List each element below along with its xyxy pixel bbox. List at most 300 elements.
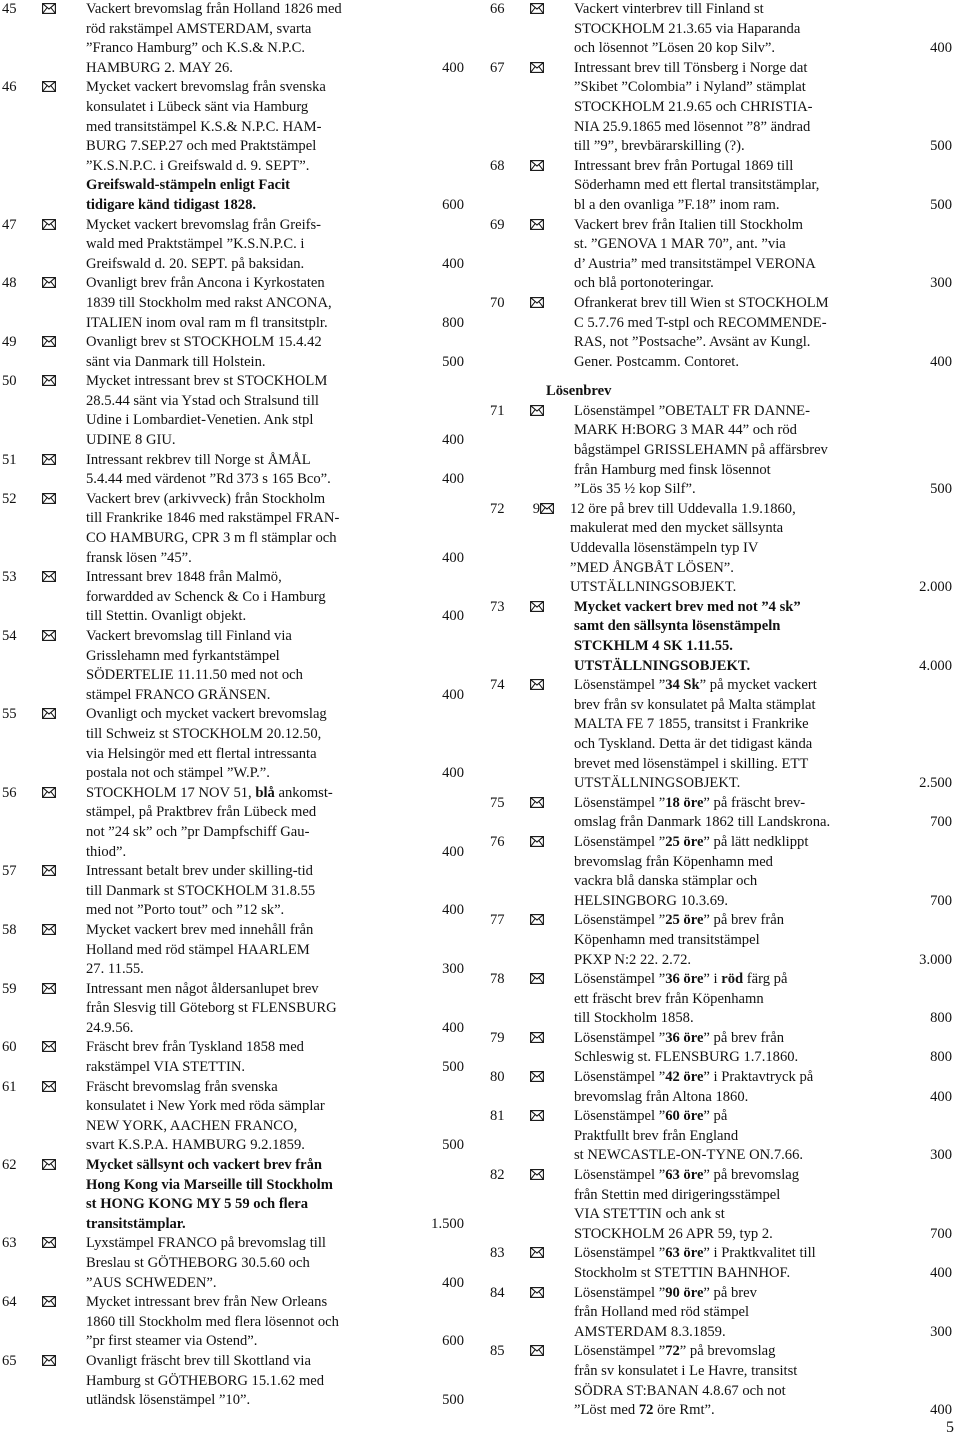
lot-text-line: postala not och stämpel ”W.P.”. 400 xyxy=(86,764,464,784)
lot-text-line: STOCKHOLM 26 APR 59, typ 2. 700 xyxy=(574,1225,952,1245)
lot-entry xyxy=(490,794,952,833)
lot-number: 52 xyxy=(2,490,17,507)
lot-text-line: transitstämplar. 1.500 xyxy=(86,1215,464,1235)
lot-text-line: 24.9.56. 400 xyxy=(86,1019,464,1039)
lot-text-line: Lösenstämpel ”90 öre” på brev xyxy=(574,1284,757,1301)
lot-text-line: STOCKHOLM 21.9.65 och CHRISTIA- xyxy=(574,98,813,115)
lot-text-line: Greifswald d. 20. SEPT. på baksidan. 400 xyxy=(86,255,464,275)
lot-price: 1.500 xyxy=(431,1215,464,1232)
lot-text-line: NEW YORK, AACHEN FRANCO, xyxy=(86,1117,298,1134)
section-heading: Lösenbrev xyxy=(546,383,612,400)
lot-description xyxy=(64,1078,464,1156)
envelope-icon xyxy=(42,571,60,584)
lot-number: 61 xyxy=(2,1078,17,1095)
lot-price: 4.000 xyxy=(919,657,952,674)
lot-price: 700 xyxy=(930,814,952,831)
lot-price: 300 xyxy=(930,275,952,292)
lot-text-line: 1839 till Stockholm med rakst ANCONA, xyxy=(86,294,332,311)
lot-price: 400 xyxy=(442,432,464,449)
lot-number: 65 xyxy=(2,1352,17,1369)
envelope-icon xyxy=(42,219,60,232)
lot-price: 400 xyxy=(930,1088,952,1105)
lot-number: 83 xyxy=(490,1245,505,1262)
envelope-icon xyxy=(530,914,548,927)
lot-text-line: ”Löst med 72 öre Rmt”. 400 xyxy=(574,1401,952,1421)
lot-number: 72 xyxy=(490,500,505,517)
envelope-icon xyxy=(530,405,548,418)
lot-number: 63 xyxy=(2,1235,17,1252)
lot-price: 3.000 xyxy=(919,951,952,968)
lot-text-line: RAS, not ”Postsache”. Avsänt av Kungl. xyxy=(574,334,811,351)
lot-number: 69 xyxy=(490,216,505,233)
lot-description xyxy=(64,568,464,627)
lot-text-line: Mycket intressant brev st STOCKHOLM xyxy=(86,373,328,390)
lot-number: 60 xyxy=(2,1039,17,1056)
envelope-icon xyxy=(530,1169,548,1182)
lot-text-line: till Stockholm 1858. 800 xyxy=(574,1009,952,1029)
lot-description xyxy=(552,1342,952,1420)
lot-description xyxy=(552,911,952,970)
lot-entry xyxy=(2,627,464,705)
page-number: 5 xyxy=(946,1419,954,1436)
left-column xyxy=(2,0,464,1411)
lot-entry xyxy=(2,0,464,78)
lot-text-line: STOCKHOLM 17 NOV 51, blå ankomst- xyxy=(86,784,333,801)
lot-price: 2.500 xyxy=(919,775,952,792)
lot-number: 68 xyxy=(490,157,505,174)
lot-number: 54 xyxy=(2,628,17,644)
lot-entry xyxy=(490,216,952,294)
lot-description xyxy=(552,833,952,911)
lot-text-line: fransk lösen ”45”. 400 xyxy=(86,549,464,569)
lot-description xyxy=(64,1234,464,1293)
lot-description xyxy=(64,78,464,215)
lot-number: 57 xyxy=(2,863,17,880)
lot-number: 82 xyxy=(490,1167,505,1184)
lot-text-line: utländsk lösenstämpel ”10”. 500 xyxy=(86,1391,464,1411)
lot-entry xyxy=(2,862,464,921)
lot-text-line: forwardded av Schenck & Co i Hamburg xyxy=(86,588,326,605)
lot-price: 2.000 xyxy=(919,579,952,596)
lot-number: 75 xyxy=(490,794,505,811)
lot-text-line: VIA STETTIN och ank st xyxy=(574,1206,725,1223)
envelope-icon xyxy=(42,708,60,721)
lot-entry xyxy=(2,451,464,490)
lot-text-line: stämpel, på Praktbrev från Lübeck med xyxy=(86,804,317,821)
lot-text-line: ”MED ÅNGBÅT LÖSEN”. xyxy=(570,559,734,576)
lot-text-line: ITALIEN inom oval ram m fl transitstplr. 800 xyxy=(86,314,464,334)
lot-number: 56 xyxy=(2,784,17,801)
lot-entry xyxy=(490,59,952,157)
envelope-icon xyxy=(530,1287,548,1300)
lot-description xyxy=(552,598,952,676)
lot-description xyxy=(64,705,464,783)
lot-text-line: 5.4.44 med värdenot ”Rd 373 s 165 Bco”. 400 xyxy=(86,470,464,490)
envelope-icon xyxy=(42,1237,60,1250)
lot-text-line: Köpenhamn med transitstämpel xyxy=(574,931,760,948)
lot-text-line: från Hamburg med finsk lösennot xyxy=(574,461,771,478)
lot-text-line: Ovanligt brev från Ancona i Kyrkostaten xyxy=(86,275,325,292)
lot-number: 50 xyxy=(2,373,17,390)
lot-text-line: Gener. Postcamm. Contoret. 400 xyxy=(574,353,952,373)
lot-price: 400 xyxy=(442,902,464,919)
lot-description xyxy=(64,1156,464,1234)
lot-text-line: Lösenstämpel ”25 öre” på brev från xyxy=(574,912,785,929)
lot-text-line: till Danmark st STOCKHOLM 31.8.55 xyxy=(86,882,316,899)
lot-entry xyxy=(490,1166,952,1244)
lot-text-line: MALTA FE 7 1855, transitst i Frankrike xyxy=(574,716,809,733)
lot-text-line: 27. 11.55. 300 xyxy=(86,960,464,980)
envelope-icon xyxy=(42,983,60,996)
lot-entry xyxy=(2,490,464,568)
lot-price: 400 xyxy=(442,686,464,703)
lot-entry xyxy=(490,1068,952,1107)
lot-text-line: Intressant brev 1848 från Malmö, xyxy=(86,569,282,586)
lot-number: 53 xyxy=(2,569,17,586)
lot-number: 71 xyxy=(490,402,505,419)
lot-price: 400 xyxy=(442,843,464,860)
lot-description xyxy=(64,627,464,705)
lot-text-line: Lösenstämpel ”42 öre” i Praktavtryck på xyxy=(574,1069,814,1086)
lot-price: 400 xyxy=(930,353,952,370)
lot-number: 70 xyxy=(490,294,505,311)
lot-entry xyxy=(490,1244,952,1283)
lot-number: 79 xyxy=(490,1029,505,1046)
lot-text-line: Söderhamn med ett flertal transitstämplar, xyxy=(574,177,820,194)
lot-text-line: Ofrankerat brev till Wien st STOCKHOLM xyxy=(574,294,829,311)
lot-description xyxy=(64,0,464,78)
lot-text-line: Intressant brev från Portugal 1869 till xyxy=(574,157,794,174)
lot-price: 400 xyxy=(442,765,464,782)
lot-text-line: och blå portonoteringar. 300 xyxy=(574,274,952,294)
lot-entry xyxy=(2,784,464,862)
lot-text-line: och lösennot ”Lösen 20 kop Silv”. 400 xyxy=(574,39,952,59)
lot-text-line: Lösenstämpel ”25 öre” på lätt nedklippt xyxy=(574,833,809,850)
lot-description xyxy=(64,274,464,333)
lot-text-line: Lösenstämpel ”63 öre” i Praktkvalitet till xyxy=(574,1245,816,1262)
lot-text-line: Mycket vackert brev med not ”4 sk” xyxy=(574,598,801,615)
lot-description xyxy=(552,794,952,833)
lot-text-line: C 5.7.76 med T-stpl och RECOMMENDE- xyxy=(574,314,827,331)
lot-description xyxy=(64,490,464,568)
lot-text-line: bl a den ovanliga ”F.18” inom ram. 500 xyxy=(574,196,952,216)
lot-text-line: st NEWCASTLE-ON-TYNE ON.7.66. 300 xyxy=(574,1146,952,1166)
lot-description xyxy=(64,372,464,450)
lot-text-line: 28.5.44 sänt via Ystad och Stralsund till xyxy=(86,392,319,409)
lot-entry xyxy=(2,78,464,215)
envelope-icon xyxy=(530,62,548,75)
lot-text-line: ”AUS SCHWEDEN”. 400 xyxy=(86,1274,464,1294)
lot-text-line: STCKHLM 4 SK 1.11.55. xyxy=(574,638,733,654)
lot-description xyxy=(552,294,952,372)
lot-text-line: röd rakstämpel AMSTERDAM, svarta xyxy=(86,20,312,37)
lot-text-line: vackra blå danska stämplar och xyxy=(574,873,758,890)
envelope-icon xyxy=(540,503,558,516)
envelope-icon xyxy=(42,454,60,467)
lot-price: 500 xyxy=(442,1392,464,1409)
lot-price: 400 xyxy=(442,1019,464,1036)
lot-text-line: Hamburg st GÖTHEBORG 15.1.62 med xyxy=(86,1372,325,1389)
lot-text-line: wald med Praktstämpel ”K.S.N.P.C. i xyxy=(86,236,305,253)
lot-text-line: Stockholm st STETTIN BAHNHOF. 400 xyxy=(574,1264,952,1284)
lot-description xyxy=(552,59,952,157)
lot-number: 76 xyxy=(490,833,505,850)
lot-number: 78 xyxy=(490,971,505,988)
lot-text-line: thiod”. 400 xyxy=(86,843,464,863)
lot-text-line: Intressant rekbrev till Norge st ÅMÅL xyxy=(86,451,311,468)
lot-number: 62 xyxy=(2,1157,17,1174)
lot-price: 400 xyxy=(930,1402,952,1419)
lot-description xyxy=(552,1068,952,1107)
lot-number: 59 xyxy=(2,980,17,997)
lot-description xyxy=(552,1244,952,1283)
lot-text-line: till Frankrike 1846 med rakstämpel FRAN- xyxy=(86,510,340,527)
lot-number: 84 xyxy=(490,1284,505,1301)
lot-entry xyxy=(2,372,464,450)
lot-text-line: ”Skibet ”Colombia” i Nyland” stämplat xyxy=(574,79,806,96)
lot-text-line: CO HAMBURG, CPR 3 m fl stämplar och xyxy=(86,530,337,547)
lot-text-line: Vackert vinterbrev till Finland st xyxy=(574,1,764,17)
lot-price: 300 xyxy=(930,1147,952,1164)
lot-number: 67 xyxy=(490,59,505,76)
lot-description xyxy=(64,784,464,862)
lot-text-line: Lösenstämpel ”36 öre” i röd färg på xyxy=(574,971,788,988)
lot-entry xyxy=(2,1293,464,1352)
envelope-icon xyxy=(530,797,548,810)
envelope-icon xyxy=(530,601,548,614)
envelope-icon xyxy=(530,3,548,16)
lot-entry xyxy=(490,157,952,216)
lot-text-line: till ”9”, brevbärarskilling (?). 500 xyxy=(574,137,952,157)
lot-text-line: konsulatet i New York med röda sämplar xyxy=(86,1098,325,1115)
lot-number: 58 xyxy=(2,921,17,938)
lot-entry xyxy=(490,1284,952,1343)
envelope-icon xyxy=(530,1071,548,1084)
lot-text-line: BURG 7.SEP.27 och med Praktstämpel xyxy=(86,138,317,155)
lot-text-line: makulerat med den mycket sällsynta xyxy=(570,520,784,537)
lot-text-line: HELSINGBORG 10.3.69. 700 xyxy=(574,892,952,912)
lot-text-line: d’ Austria” med transitstämpel VERONA xyxy=(574,255,816,272)
lot-text-line: sänt via Danmark till Holstein. 500 xyxy=(86,353,464,373)
lot-text-line: Vackert brevomslag till Finland via xyxy=(86,628,292,644)
lot-text-line: omslag från Danmark 1862 till Landskrona. 700 xyxy=(574,813,952,833)
lot-text-line: SÖDRA ST:BANAN 4.8.67 och not xyxy=(574,1382,786,1399)
lot-entry xyxy=(2,980,464,1039)
envelope-icon xyxy=(530,1032,548,1045)
lot-text-line: Lösenstämpel ”18 öre” på fräscht brev- xyxy=(574,794,806,811)
lot-text-line: ”K.S.N.P.C. i Greifswald d. 9. SEPT”. xyxy=(86,157,310,174)
lot-text-line: brevomslag från Altona 1860. 400 xyxy=(574,1088,952,1108)
lot-description xyxy=(64,333,464,372)
lot-text-line: SÖDERTELIE 11.11.50 med not och xyxy=(86,667,303,684)
lot-description xyxy=(552,970,952,1029)
lot-description xyxy=(552,216,952,294)
lot-text-line: Udine i Lombardiet-Venetien. Ank stpl xyxy=(86,412,314,429)
envelope-icon xyxy=(42,630,60,643)
lot-description xyxy=(552,676,952,794)
lot-text-line: Intressant brev till Tönsberg i Norge dat xyxy=(574,59,808,76)
envelope-icon xyxy=(530,160,548,173)
envelope-icon xyxy=(42,81,60,94)
lot-description xyxy=(64,980,464,1039)
lot-text-line: Lösenstämpel ”60 öre” på xyxy=(574,1108,728,1125)
lot-text-line: ”Franco Hamburg” och K.S.& N.P.C. xyxy=(86,40,306,57)
lot-entry xyxy=(490,294,952,372)
lot-text-line: från Slesvig till Göteborg st FLENSBURG xyxy=(86,1000,337,1017)
lot-text-line: Ovanligt brev st STOCKHOLM 15.4.42 xyxy=(86,334,322,351)
lot-description xyxy=(552,1107,952,1166)
lot-text-line: NIA 25.9.1865 med lösennot ”8” ändrad xyxy=(574,118,811,135)
lot-text-line: Mycket vackert brev med innehåll från xyxy=(86,921,314,938)
lot-text-line: bågstämpel GRISSLEHAMN på affärsbrev xyxy=(574,442,828,459)
lot-text-line: Lösenstämpel ”OBETALT FR DANNE- xyxy=(574,402,810,419)
envelope-icon xyxy=(530,836,548,849)
lot-text-line: rakstämpel VIA STETTIN. 500 xyxy=(86,1058,464,1078)
lot-text-line: brevomslag från Köpenhamn med xyxy=(574,853,773,870)
lot-text-line: Vackert brev från Italien till Stockholm xyxy=(574,216,803,233)
lot-number: 81 xyxy=(490,1108,505,1125)
lot-price: 500 xyxy=(442,353,464,370)
lot-description xyxy=(552,1029,952,1068)
lot-description xyxy=(64,862,464,921)
envelope-icon xyxy=(42,1355,60,1368)
lot-text-line: UTSTÄLLNINGSOBJEKT. 2.500 xyxy=(574,774,952,794)
lot-number: 55 xyxy=(2,706,17,723)
envelope-icon xyxy=(42,1081,60,1094)
envelope-icon xyxy=(42,3,60,16)
lot-text-line: och Tyskland. Detta är det tidigast kända xyxy=(574,735,813,752)
lot-text-line: HAMBURG 2. MAY 26. 400 xyxy=(86,59,464,79)
lot-entry xyxy=(490,402,952,500)
lot-number: 66 xyxy=(490,1,505,17)
lot-text-line: Breslau st GÖTHEBORG 30.5.60 och xyxy=(86,1255,310,1271)
lot-text-line: Schleswig st. FLENSBURG 1.7.1860. 800 xyxy=(574,1048,952,1068)
lot-text-line: Lösenstämpel ”36 öre” på brev från xyxy=(574,1029,785,1046)
lot-entry xyxy=(490,1342,952,1420)
lot-text-line: med not ”Porto tout” och ”12 sk”. 400 xyxy=(86,901,464,921)
lot-text-line: samt den sällsynta lösenstämpeln xyxy=(574,618,781,635)
lot-entry xyxy=(490,1107,952,1166)
lot-text-line: via Helsingör med ett flertal intressanta xyxy=(86,745,317,762)
lot-text-line: ”Lös 35 ½ kop Silf”. 500 xyxy=(574,480,952,500)
lot-price: 400 xyxy=(930,1265,952,1281)
lot-text-line: konsulatet i Lübeck sänt via Hamburg xyxy=(86,98,309,115)
lot-entry xyxy=(490,598,952,676)
lot-price: 400 xyxy=(930,40,952,57)
lot-description xyxy=(64,1293,464,1352)
lot-text-line: tidigare känd tidigast 1828. 600 xyxy=(86,196,464,216)
envelope-icon xyxy=(530,973,548,986)
lot-text-line: Lyxstämpel FRANCO på brevomslag till xyxy=(86,1235,326,1252)
lot-number: 64 xyxy=(2,1294,17,1311)
lot-text-line: Hong Kong via Marseille till Stockholm xyxy=(86,1176,333,1193)
lot-description xyxy=(552,1284,952,1343)
lot-entry xyxy=(2,568,464,627)
lot-number: 85 xyxy=(490,1343,505,1360)
lot-entry xyxy=(2,705,464,783)
lot-text-line: svart K.S.P.A. HAMBURG 9.2.1859. 500 xyxy=(86,1136,464,1156)
lot-text-line: Ovanligt fräscht brev till Skottland via xyxy=(86,1352,311,1369)
envelope-icon xyxy=(530,1345,548,1358)
lot-number: 73 xyxy=(490,598,505,615)
lot-text-line: Ovanligt och mycket vackert brevomslag xyxy=(86,706,327,723)
lot-number: 47 xyxy=(2,216,17,233)
lot-description xyxy=(64,921,464,980)
lot-price: 500 xyxy=(930,196,952,213)
lot-text-line: Grisslehamn med fyrkantstämpel xyxy=(86,647,280,664)
lot-number: 80 xyxy=(490,1069,505,1086)
lot-text-line: från sv konsulatet i Le Havre, transitst xyxy=(574,1362,798,1379)
lot-description xyxy=(64,1352,464,1411)
lot-text-line: Holland med röd stämpel HAARLEM xyxy=(86,941,310,958)
lot-price: 400 xyxy=(442,1274,464,1291)
envelope-icon xyxy=(42,1159,60,1172)
lot-text-line: till Stettin. Ovanligt objekt. 400 xyxy=(86,607,464,627)
lot-number: 77 xyxy=(490,912,505,929)
lot-number: 51 xyxy=(2,451,17,468)
lot-entry xyxy=(2,1352,464,1411)
lot-text-line: till Schweiz st STOCKHOLM 20.12.50, xyxy=(86,725,322,742)
lot-price: 800 xyxy=(930,1010,952,1027)
lot-text-line: UTSTÄLLNINGSOBJEKT. 2.000 xyxy=(570,578,952,598)
lot-description xyxy=(64,1038,464,1077)
lot-text-line: STOCKHOLM 21.3.65 via Haparanda xyxy=(574,20,801,37)
lot-entry xyxy=(490,970,952,1029)
envelope-icon xyxy=(42,924,60,937)
lot-text-line: från Stettin med dirigeringsstämpel xyxy=(574,1186,781,1203)
lot-text-line: Mycket sällsynt och vackert brev från xyxy=(86,1157,323,1174)
lot-entry xyxy=(2,1156,464,1234)
lot-price: 500 xyxy=(930,138,952,155)
lot-price: 400 xyxy=(442,471,464,488)
lot-text-line: UDINE 8 GIU. 400 xyxy=(86,431,464,451)
lot-entry xyxy=(490,676,952,794)
lot-price: 600 xyxy=(442,1333,464,1350)
lot-description xyxy=(562,500,952,598)
lot-number: 48 xyxy=(2,275,17,292)
lot-text-line: st. ”GENOVA 1 MAR 70”, ant. ”via xyxy=(574,236,786,253)
lot-price: 400 xyxy=(442,549,464,566)
lot-description xyxy=(64,216,464,275)
lot-entry xyxy=(490,833,952,911)
envelope-icon xyxy=(530,1247,548,1260)
lot-text-line: från Holland med röd stämpel xyxy=(574,1304,750,1321)
lot-price: 400 xyxy=(442,608,464,625)
lot-text-line: 1860 till Stockholm med flera lösennot och xyxy=(86,1313,339,1330)
lot-text-line: AMSTERDAM 8.3.1859. 300 xyxy=(574,1323,952,1343)
envelope-icon xyxy=(530,219,548,232)
lot-price: 800 xyxy=(442,314,464,331)
lot-description xyxy=(552,157,952,216)
lot-text-line: 12 öre på brev till Uddevalla 1.9.1860, xyxy=(570,500,796,517)
lot-number: 45 xyxy=(2,1,17,17)
lot-entry xyxy=(490,1029,952,1068)
lot-price: 500 xyxy=(930,481,952,498)
lot-text-line: Mycket vackert brevomslag från Greifs- xyxy=(86,216,322,233)
lot-description xyxy=(552,402,952,500)
lot-number: 46 xyxy=(2,79,17,96)
lot-description xyxy=(552,0,952,59)
lot-text-line: med transitstämpel K.S.& N.P.C. HAM- xyxy=(86,118,322,135)
lot-text-line: Fräscht brevomslag från svenska xyxy=(86,1078,278,1095)
lot-entry xyxy=(2,921,464,980)
lot-text-line: Intressant men något åldersanlupet brev xyxy=(86,980,319,997)
lot-text-line: Greifswald-stämpeln enligt Facit xyxy=(86,177,291,194)
lot-entry xyxy=(2,333,464,372)
lot-entry xyxy=(2,274,464,333)
lot-entry xyxy=(2,1038,464,1077)
lot-text-line: PKXP N:2 22. 2.72. 3.000 xyxy=(574,951,952,971)
